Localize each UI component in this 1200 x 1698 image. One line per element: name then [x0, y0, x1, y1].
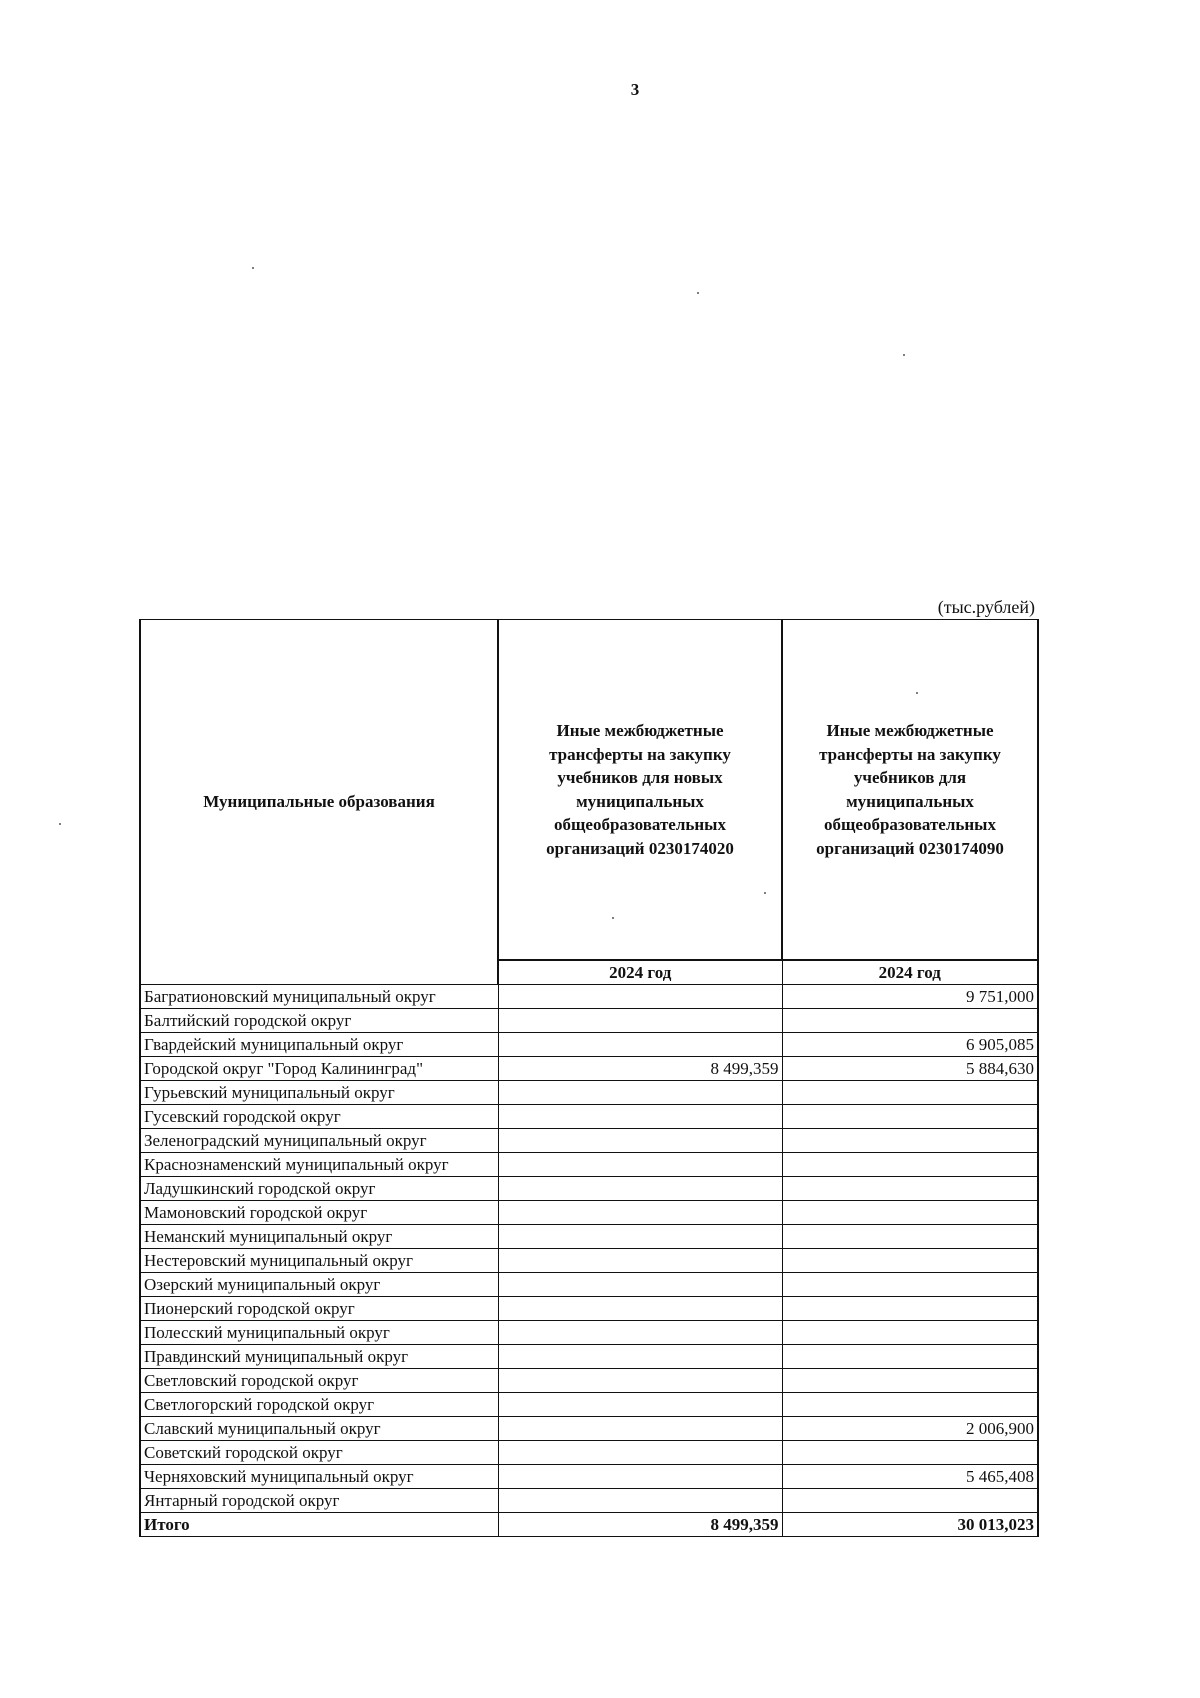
value-col1 — [498, 1201, 782, 1225]
value-col2 — [782, 1393, 1038, 1417]
value-col1 — [498, 1489, 782, 1513]
table-row — [140, 1369, 1038, 1393]
units-note: (тыс.рублей) — [937, 597, 1035, 617]
value-col2 — [782, 1345, 1038, 1369]
value-col2: 9 751,000 — [782, 985, 1038, 1009]
total-value-col2: 30 013,023 — [782, 1513, 1038, 1537]
table-row — [140, 1225, 1038, 1249]
table-row — [140, 1273, 1038, 1297]
municipality-name: Светловский городской округ — [140, 1369, 498, 1393]
municipality-name: Янтарный городской округ — [140, 1489, 498, 1513]
value-col1 — [498, 1369, 782, 1393]
municipality-name: Городской округ "Город Калининград" — [140, 1057, 498, 1081]
value-col2 — [782, 1297, 1038, 1321]
table-row — [140, 1153, 1038, 1177]
value-col1 — [498, 1441, 782, 1465]
table-row — [140, 1081, 1038, 1105]
table-row — [140, 1489, 1038, 1513]
value-col2 — [782, 1177, 1038, 1201]
table-row — [140, 985, 1038, 1009]
value-col1 — [498, 1273, 782, 1297]
municipality-name: Гурьевский муниципальный округ — [140, 1081, 498, 1105]
municipality-name: Светлогорский городской округ — [140, 1393, 498, 1417]
value-col1 — [498, 1129, 782, 1153]
municipality-name: Ладушкинский городской округ — [140, 1177, 498, 1201]
value-col2 — [782, 1249, 1038, 1273]
table-row — [140, 1297, 1038, 1321]
municipality-name: Гвардейский муниципальный округ — [140, 1033, 498, 1057]
municipality-name: Озерский муниципальный округ — [140, 1273, 498, 1297]
value-col2 — [782, 1081, 1038, 1105]
table-body — [140, 985, 1038, 1513]
value-col2 — [782, 1129, 1038, 1153]
value-col2: 6 905,085 — [782, 1033, 1038, 1057]
value-col1 — [498, 1465, 782, 1489]
value-col2 — [782, 1273, 1038, 1297]
municipality-name: Багратионовский муниципальный округ — [140, 985, 498, 1009]
value-col1: 8 499,359 — [498, 1057, 782, 1081]
value-col2 — [782, 1489, 1038, 1513]
value-col1 — [498, 1297, 782, 1321]
scan-speck — [252, 267, 254, 269]
table-row — [140, 1033, 1038, 1057]
value-col1 — [498, 1345, 782, 1369]
municipality-name: Правдинский муниципальный округ — [140, 1345, 498, 1369]
value-col2: 2 006,900 — [782, 1417, 1038, 1441]
value-col1 — [498, 1081, 782, 1105]
header-col-new-orgs: Иные межбюджетные трансферты на закупку учебников для новых муниципальных общеобразовательных организаций 0230174020 — [498, 620, 782, 961]
table-row — [140, 1129, 1038, 1153]
table-row — [140, 1465, 1038, 1489]
total-label: Итого — [140, 1513, 498, 1537]
value-col2: 5 884,630 — [782, 1057, 1038, 1081]
municipality-name: Зеленоградский муниципальный округ — [140, 1129, 498, 1153]
header-year-col2: 2024 год — [782, 960, 1038, 985]
municipality-name: Черняховский муниципальный округ — [140, 1465, 498, 1489]
municipality-name: Полесский муниципальный округ — [140, 1321, 498, 1345]
municipality-name: Мамоновский городской округ — [140, 1201, 498, 1225]
municipality-name: Неманский муниципальный округ — [140, 1225, 498, 1249]
transfers-table — [139, 619, 1039, 1537]
value-col2 — [782, 1369, 1038, 1393]
scan-speck — [697, 292, 699, 294]
total-value-col1: 8 499,359 — [498, 1513, 782, 1537]
value-col1 — [498, 985, 782, 1009]
value-col2 — [782, 1105, 1038, 1129]
municipality-name: Балтийский городской округ — [140, 1009, 498, 1033]
municipality-name: Пионерский городской округ — [140, 1297, 498, 1321]
value-col1 — [498, 1417, 782, 1441]
table-row — [140, 1201, 1038, 1225]
municipality-name: Нестеровский муниципальный округ — [140, 1249, 498, 1273]
value-col2 — [782, 1153, 1038, 1177]
municipality-name: Советский городской округ — [140, 1441, 498, 1465]
value-col1 — [498, 1105, 782, 1129]
table-row — [140, 1057, 1038, 1081]
value-col1 — [498, 1393, 782, 1417]
municipality-name: Гусевский городской округ — [140, 1105, 498, 1129]
table-header-row — [140, 620, 1038, 961]
municipality-name: Славский муниципальный округ — [140, 1417, 498, 1441]
table-row — [140, 1393, 1038, 1417]
value-col2 — [782, 1441, 1038, 1465]
value-col2 — [782, 1321, 1038, 1345]
value-col2 — [782, 1225, 1038, 1249]
table-row — [140, 1009, 1038, 1033]
header-municipalities: Муниципальные образования — [140, 620, 498, 985]
scan-speck — [903, 354, 905, 356]
total-row — [140, 1513, 1038, 1537]
table-row — [140, 1321, 1038, 1345]
value-col1 — [498, 1009, 782, 1033]
value-col2: 5 465,408 — [782, 1465, 1038, 1489]
table-row — [140, 1441, 1038, 1465]
table-row — [140, 1249, 1038, 1273]
header-year-col1: 2024 год — [498, 960, 782, 985]
table-row — [140, 1105, 1038, 1129]
value-col2 — [782, 1009, 1038, 1033]
value-col1 — [498, 1153, 782, 1177]
municipality-name: Краснознаменский муниципальный округ — [140, 1153, 498, 1177]
value-col1 — [498, 1033, 782, 1057]
value-col1 — [498, 1249, 782, 1273]
value-col2 — [782, 1201, 1038, 1225]
table-row — [140, 1177, 1038, 1201]
table-row — [140, 1345, 1038, 1369]
page-number: 3 — [630, 80, 640, 99]
scan-speck — [59, 823, 61, 825]
table-row — [140, 1417, 1038, 1441]
header-col-orgs: Иные межбюджетные трансферты на закупку учебников для муниципальных общеобразовательных организаций 0230174090 — [782, 620, 1038, 961]
value-col1 — [498, 1177, 782, 1201]
value-col1 — [498, 1321, 782, 1345]
value-col1 — [498, 1225, 782, 1249]
